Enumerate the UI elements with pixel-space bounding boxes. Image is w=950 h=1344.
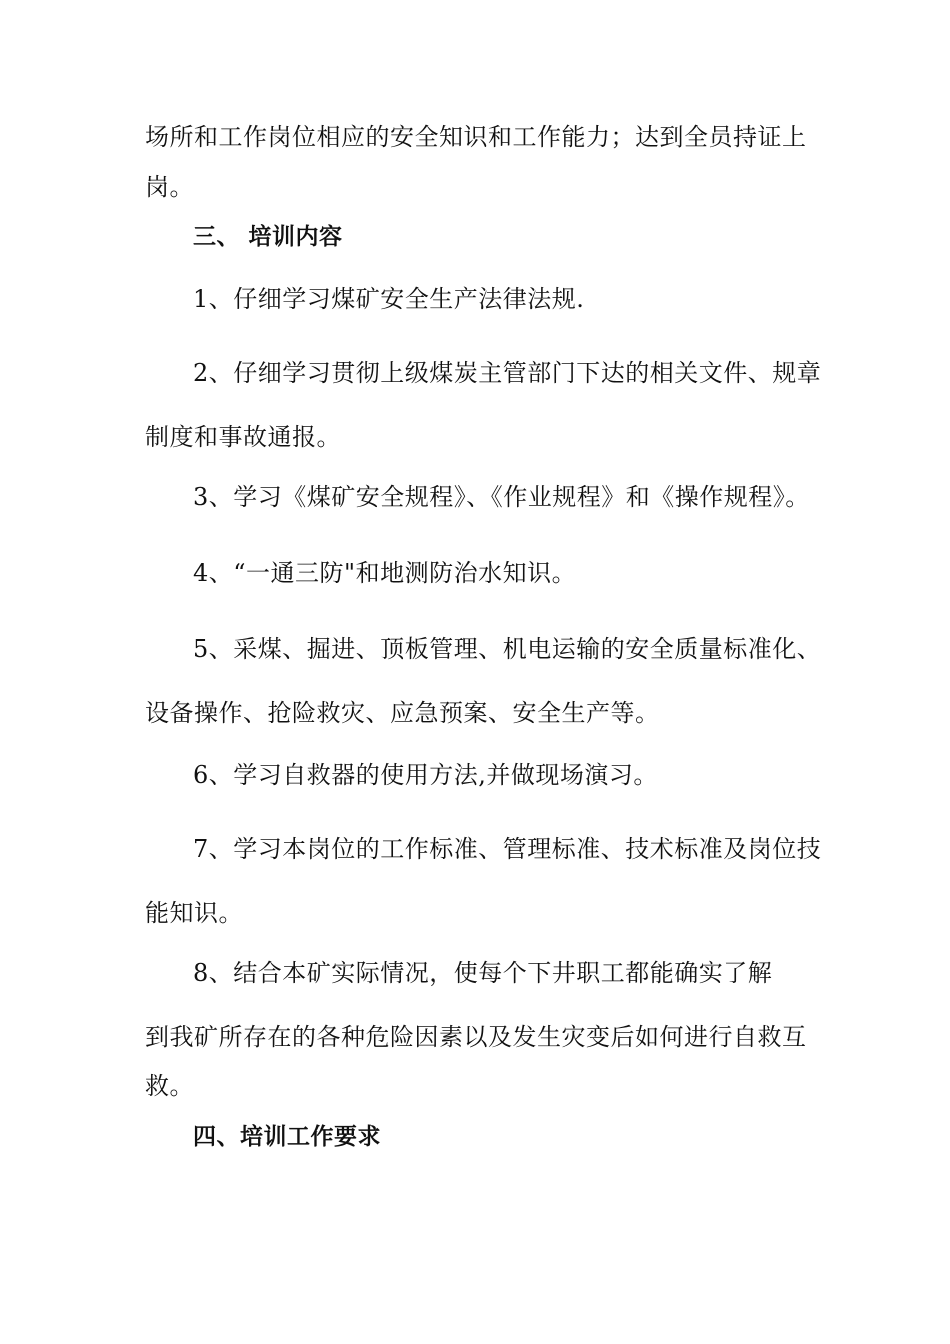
- list-item-1: 1、仔细学习煤矿安全生产法律法规.: [193, 285, 585, 313]
- list-item-6: 6、学习自救器的使用方法,并做现场演习。: [193, 761, 658, 789]
- list-item-5: 5、采煤、掘进、顶板管理、机电运输的安全质量标准化、: [193, 635, 822, 663]
- list-item-2: 2、仔细学习贯彻上级煤炭主管部门下达的相关文件、规章: [193, 359, 822, 387]
- section-heading-training-content: 三、 培训内容: [193, 224, 343, 250]
- list-item-8-continued: 到我矿所存在的各种危险因素以及发生灾变后如何进行自救互: [145, 1023, 807, 1051]
- list-item-3: 3、学习《煤矿安全规程》、《作业规程》和《操作规程》。: [193, 483, 810, 511]
- list-item-2-continued: 制度和事故通报。: [145, 423, 341, 451]
- list-item-4: 4、“一通三防"和地测防治水知识。: [193, 559, 577, 587]
- paragraph-line: 场所和工作岗位相应的安全知识和工作能力；达到全员持证上: [145, 123, 807, 151]
- list-item-8: 8、结合本矿实际情况，使每个下井职工都能确实了解: [193, 959, 773, 987]
- list-item-8-continued: 救。: [145, 1072, 194, 1100]
- paragraph-line: 岗。: [145, 173, 194, 201]
- section-heading-training-requirements: 四、培训工作要求: [193, 1124, 381, 1150]
- list-item-7: 7、学习本岗位的工作标准、管理标准、技术标准及岗位技: [193, 835, 822, 863]
- list-item-7-continued: 能知识。: [145, 899, 243, 927]
- list-item-5-continued: 设备操作、抢险救灾、应急预案、安全生产等。: [145, 699, 660, 727]
